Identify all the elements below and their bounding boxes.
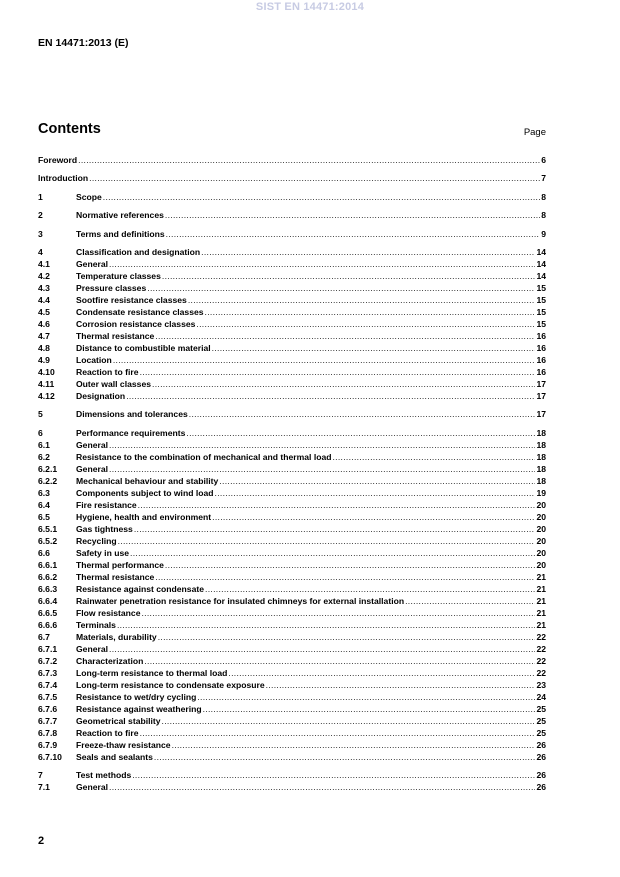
toc-entry-page: 6 [541, 155, 546, 165]
toc-entry-title[interactable]: Reaction to fire [76, 727, 139, 738]
toc-dot-leader [197, 691, 535, 703]
toc-entry[interactable] [38, 535, 546, 547]
toc-dot-leader [405, 595, 535, 607]
toc-entry[interactable] [38, 439, 546, 451]
toc-entry-page: 14 [536, 246, 546, 257]
toc-dot-leader [109, 643, 535, 655]
toc-entry-page: 16 [536, 366, 546, 377]
toc-entry-page: 26 [536, 782, 546, 793]
toc-entry-page: 16 [536, 354, 546, 365]
toc-entry-page: 25 [536, 715, 546, 726]
toc-entry-number: 3 [38, 228, 43, 239]
toc-dot-leader [212, 342, 536, 354]
toc-entry-number: 6.7.9 [38, 739, 58, 750]
toc-entry-page: 22 [536, 667, 546, 678]
toc-entry-page: 25 [536, 703, 546, 714]
toc-dot-leader [196, 318, 535, 330]
toc-entry-title[interactable]: Introduction [38, 173, 89, 184]
toc-entry-page: 20 [536, 535, 546, 546]
toc-entry-number: 4.2 [38, 270, 50, 281]
table-of-contents [38, 154, 546, 793]
toc-entry-title[interactable]: Resistance against weathering [76, 703, 202, 714]
toc-entry-number: 6.7.4 [38, 679, 58, 690]
toc-entry-number: 6.7.8 [38, 727, 58, 738]
toc-entry-page: 7 [541, 173, 546, 184]
toc-entry-page: 19 [536, 487, 546, 498]
toc-dot-leader [103, 191, 540, 203]
toc-dot-leader [189, 408, 536, 420]
toc-entry[interactable] [38, 703, 546, 715]
toc-entry-title[interactable]: General [76, 258, 109, 269]
toc-entry-title[interactable]: Location [76, 354, 112, 365]
toc-entry[interactable] [38, 475, 546, 487]
toc-entry-number: 6.6.5 [38, 607, 58, 618]
toc-entry[interactable] [38, 571, 546, 583]
toc-entry-title[interactable]: Freeze-thaw resistance [76, 739, 171, 750]
toc-entry-page: 14 [536, 270, 546, 281]
toc-entry-page: 15 [536, 282, 546, 293]
toc-dot-leader [117, 619, 535, 631]
toc-entry-title[interactable]: Normative references [76, 210, 164, 221]
toc-entry-page: 20 [536, 559, 546, 570]
page-column-label: Page [523, 127, 546, 138]
toc-entry-number: 4.5 [38, 306, 50, 317]
toc-entry[interactable] [38, 172, 546, 184]
toc-entry[interactable] [38, 595, 546, 607]
toc-dot-leader [126, 390, 535, 402]
toc-entry[interactable] [38, 487, 546, 499]
toc-entry-page: 14 [536, 258, 546, 269]
toc-entry-title[interactable]: Long-term resistance to thermal load [76, 667, 228, 678]
toc-entry-number: 6.1 [38, 439, 50, 450]
toc-dot-leader [205, 583, 535, 595]
toc-entry-title[interactable]: Thermal resistance [76, 571, 155, 582]
toc-entry-page: 26 [536, 751, 546, 762]
toc-entry-title[interactable]: Designation [76, 390, 126, 401]
toc-entry-page: 8 [541, 191, 546, 202]
toc-entry[interactable] [38, 619, 546, 631]
toc-entry-page: 17 [536, 390, 546, 401]
toc-entry-title[interactable]: Characterization [76, 655, 144, 666]
toc-entry[interactable] [38, 306, 546, 318]
toc-entry[interactable] [38, 511, 546, 523]
toc-entry-title[interactable]: Thermal performance [76, 559, 164, 570]
toc-dot-leader [162, 715, 536, 727]
toc-entry-number: 6.2.1 [38, 463, 58, 474]
toc-dot-leader [109, 463, 535, 475]
toc-entry-page: 18 [536, 439, 546, 450]
toc-entry[interactable] [38, 739, 546, 751]
toc-entry-number: 6.7 [38, 631, 50, 642]
toc-dot-leader [138, 499, 536, 511]
toc-entry-number: 6.6.6 [38, 619, 58, 630]
toc-dot-leader [165, 209, 540, 221]
toc-entry-page: 20 [536, 547, 546, 558]
toc-entry[interactable] [38, 691, 546, 703]
toc-entry-title[interactable]: Performance requirements [76, 427, 186, 438]
toc-entry-number: 6.7.5 [38, 691, 58, 702]
toc-entry-title[interactable]: Scope [76, 191, 102, 202]
toc-dot-leader [134, 523, 536, 535]
toc-entry[interactable] [38, 607, 546, 619]
toc-dot-leader [152, 378, 535, 390]
toc-dot-leader [219, 475, 535, 487]
toc-entry-number: 6.5.1 [38, 523, 58, 534]
toc-entry[interactable] [38, 631, 546, 643]
toc-entry-title[interactable]: Long-term resistance to condensate exposure [76, 679, 265, 690]
toc-entry-number: 4.4 [38, 294, 50, 305]
toc-dot-leader [109, 258, 535, 270]
toc-dot-leader [78, 154, 540, 166]
toc-entry[interactable] [38, 258, 546, 270]
toc-dot-leader [165, 559, 536, 571]
toc-entry[interactable] [38, 463, 546, 475]
toc-dot-leader [132, 769, 535, 781]
toc-dot-leader [109, 439, 535, 451]
toc-dot-leader [113, 354, 536, 366]
toc-entry-title[interactable]: Dimensions and tolerances [76, 409, 188, 420]
toc-entry-number: 4 [38, 246, 43, 257]
toc-entry-number: 4.7 [38, 330, 50, 341]
toc-entry-title[interactable]: General [76, 463, 109, 474]
toc-entry[interactable] [38, 715, 546, 727]
toc-entry-page: 24 [536, 691, 546, 702]
toc-dot-leader [154, 751, 536, 763]
toc-entry-page: 21 [536, 571, 546, 582]
toc-entry-title[interactable]: Reaction to fire [76, 366, 139, 377]
toc-entry[interactable] [38, 270, 546, 282]
toc-entry-page: 9 [541, 228, 546, 239]
toc-entry-title[interactable]: Components subject to wind load [76, 487, 214, 498]
toc-entry-page: 17 [536, 409, 546, 420]
toc-entry-number: 7.1 [38, 782, 50, 793]
toc-entry-page: 18 [536, 451, 546, 462]
toc-entry-title[interactable]: Seals and sealants [76, 751, 153, 762]
toc-entry-page: 23 [536, 679, 546, 690]
toc-entry-title[interactable]: Thermal resistance [76, 330, 155, 341]
toc-entry-title[interactable]: Distance to combustible material [76, 342, 211, 353]
toc-entry-number: 6.7.6 [38, 703, 58, 714]
toc-entry-number: 2 [38, 210, 43, 221]
toc-entry-number: 7 [38, 770, 43, 781]
toc-entry-number: 4.6 [38, 318, 50, 329]
toc-entry-page: 26 [536, 770, 546, 781]
toc-entry[interactable] [38, 294, 546, 306]
toc-entry[interactable] [38, 679, 546, 691]
toc-entry[interactable] [38, 583, 546, 595]
toc-entry-page: 18 [536, 427, 546, 438]
toc-entry-title[interactable]: Pressure classes [76, 282, 147, 293]
toc-entry-page: 21 [536, 595, 546, 606]
toc-dot-leader [162, 270, 536, 282]
toc-entry-number: 6.5 [38, 511, 50, 522]
toc-dot-leader [155, 330, 535, 342]
toc-dot-leader [141, 607, 535, 619]
toc-entry-title[interactable]: Terms and definitions [76, 228, 165, 239]
toc-entry-number: 4.8 [38, 342, 50, 353]
document-id: EN 14471:2013 (E) [38, 37, 129, 49]
toc-entry-number: 6.5.2 [38, 535, 58, 546]
toc-entry-page: 22 [536, 655, 546, 666]
toc-dot-leader [89, 172, 540, 184]
toc-entry-title[interactable]: Foreword [38, 155, 78, 165]
toc-dot-leader [166, 228, 541, 240]
toc-entry-number: 6.2.2 [38, 475, 58, 486]
toc-entry[interactable] [38, 523, 546, 535]
toc-entry-number: 6.7.10 [38, 751, 62, 762]
toc-entry-page: 21 [536, 607, 546, 618]
toc-entry-number: 6.7.2 [38, 655, 58, 666]
toc-entry-title[interactable]: Hygiene, health and environment [76, 511, 212, 522]
toc-entry-title[interactable]: Flow resistance [76, 607, 141, 618]
toc-dot-leader [158, 631, 536, 643]
toc-entry-title[interactable]: General [76, 643, 109, 654]
toc-entry-number: 6.4 [38, 499, 50, 510]
toc-entry[interactable] [38, 499, 546, 511]
watermark: SIST EN 14471:2014 [255, 1, 365, 13]
toc-entry-title[interactable]: Resistance to the combination of mechanical and thermal load [76, 451, 332, 462]
toc-entry-number: 6.6.2 [38, 571, 58, 582]
toc-entry[interactable] [38, 318, 546, 330]
toc-entry-title[interactable]: Temperature classes [76, 270, 161, 281]
toc-entry-title[interactable]: Geometrical stability [76, 715, 161, 726]
toc-entry-title[interactable]: Condensate resistance classes [76, 306, 204, 317]
toc-entry-title[interactable]: Mechanical behaviour and stability [76, 475, 219, 486]
toc-dot-leader [130, 547, 535, 559]
toc-entry-page: 20 [536, 499, 546, 510]
toc-entry-number: 6.7.7 [38, 715, 58, 726]
toc-entry[interactable] [38, 354, 546, 366]
toc-entry-page: 18 [536, 463, 546, 474]
toc-entry-title[interactable]: Outer wall classes [76, 378, 151, 389]
toc-entry-title[interactable]: General [76, 782, 109, 793]
toc-entry[interactable] [38, 547, 546, 559]
toc-entry-number: 5 [38, 409, 43, 420]
toc-entry[interactable] [38, 427, 546, 439]
toc-dot-leader [228, 667, 535, 679]
toc-entry-number: 6.6.3 [38, 583, 58, 594]
toc-entry[interactable] [38, 781, 546, 793]
toc-entry-title[interactable]: Gas tightness [76, 523, 133, 534]
toc-entry[interactable] [38, 667, 546, 679]
toc-entry-number: 4.11 [38, 378, 55, 389]
toc-dot-leader [140, 727, 536, 739]
toc-entry[interactable] [38, 559, 546, 571]
toc-entry-title[interactable]: Safety in use [76, 547, 130, 558]
toc-dot-leader [215, 487, 536, 499]
toc-entry-number: 4.9 [38, 354, 50, 365]
toc-dot-leader [147, 282, 535, 294]
toc-entry-number: 1 [38, 191, 43, 202]
toc-entry-page: 15 [536, 318, 546, 329]
toc-entry-page: 20 [536, 511, 546, 522]
toc-dot-leader [140, 366, 536, 378]
toc-entry-title[interactable]: Recycling [76, 535, 117, 546]
toc-entry[interactable] [38, 342, 546, 354]
toc-dot-leader [172, 739, 536, 751]
toc-entry-number: 4.3 [38, 282, 50, 293]
toc-entry-page: 20 [536, 523, 546, 534]
toc-entry[interactable] [38, 246, 546, 258]
toc-entry-number: 6.7.3 [38, 667, 58, 678]
toc-entry[interactable] [38, 751, 546, 763]
toc-entry-title[interactable]: Materials, durability [76, 631, 157, 642]
toc-dot-leader [155, 571, 535, 583]
toc-entry-title[interactable]: Classification and designation [76, 246, 201, 257]
toc-entry-title[interactable]: Resistance to wet/dry cycling [76, 691, 197, 702]
toc-entry[interactable] [38, 408, 546, 420]
toc-dot-leader [144, 655, 535, 667]
toc-dot-leader [266, 679, 536, 691]
contents-title: Contents [38, 121, 101, 137]
toc-entry-page: 25 [536, 727, 546, 738]
toc-entry[interactable] [38, 228, 546, 240]
toc-entry-number: 6.7.1 [38, 643, 58, 654]
toc-dot-leader [109, 781, 535, 793]
toc-dot-leader [332, 451, 535, 463]
toc-entry-title[interactable]: Sootfire resistance classes [76, 294, 187, 305]
toc-entry-page: 15 [536, 294, 546, 305]
toc-entry[interactable] [38, 154, 546, 166]
toc-entry-number: 6.6.1 [38, 559, 58, 570]
page-number: 2 [38, 835, 45, 847]
toc-entry-page: 15 [536, 306, 546, 317]
toc-entry-page: 16 [536, 330, 546, 341]
toc-entry[interactable] [38, 390, 546, 402]
toc-entry-page: 21 [536, 619, 546, 630]
toc-entry-title[interactable]: Fire resistance [76, 499, 137, 510]
toc-entry[interactable] [38, 282, 546, 294]
toc-dot-leader [186, 427, 535, 439]
toc-entry-page: 21 [536, 583, 546, 594]
toc-dot-leader [188, 294, 536, 306]
toc-entry[interactable] [38, 451, 546, 463]
toc-entry-number: 4.10 [38, 366, 55, 377]
toc-dot-leader [203, 703, 536, 715]
toc-dot-leader [205, 306, 536, 318]
toc-dot-leader [118, 535, 536, 547]
toc-entry-page: 8 [541, 210, 546, 221]
toc-entry-page: 16 [536, 342, 546, 353]
toc-entry-page: 22 [536, 631, 546, 642]
toc-entry[interactable] [38, 330, 546, 342]
toc-entry-page: 22 [536, 643, 546, 654]
toc-entry-title[interactable]: Test methods [76, 770, 132, 781]
toc-entry-title[interactable]: Terminals [76, 619, 116, 630]
toc-entry[interactable] [38, 366, 546, 378]
toc-entry[interactable] [38, 191, 546, 203]
toc-entry-page: 18 [536, 475, 546, 486]
toc-entry[interactable] [38, 727, 546, 739]
toc-entry-title[interactable]: Corrosion resistance classes [76, 318, 196, 329]
toc-entry[interactable] [38, 378, 546, 390]
toc-entry-number: 6.3 [38, 487, 50, 498]
toc-entry[interactable] [38, 655, 546, 667]
toc-entry-number: 6 [38, 427, 43, 438]
toc-entry-page: 17 [536, 378, 546, 389]
toc-entry-number: 6.2 [38, 451, 50, 462]
toc-entry-number: 6.6.4 [38, 595, 58, 606]
toc-entry-page: 26 [536, 739, 546, 750]
toc-entry-title[interactable]: Resistance against condensate [76, 583, 204, 594]
toc-entry-title[interactable]: Rainwater penetration resistance for insulated chimneys for external installation [76, 595, 405, 606]
toc-entry[interactable] [38, 643, 546, 655]
toc-dot-leader [212, 511, 535, 523]
toc-entry-number: 6.6 [38, 547, 50, 558]
toc-entry-number: 4.1 [38, 258, 50, 269]
toc-entry[interactable] [38, 209, 546, 221]
toc-entry-number: 4.12 [38, 390, 55, 401]
toc-dot-leader [201, 246, 535, 258]
toc-entry[interactable] [38, 769, 546, 781]
toc-entry-title[interactable]: General [76, 439, 109, 450]
